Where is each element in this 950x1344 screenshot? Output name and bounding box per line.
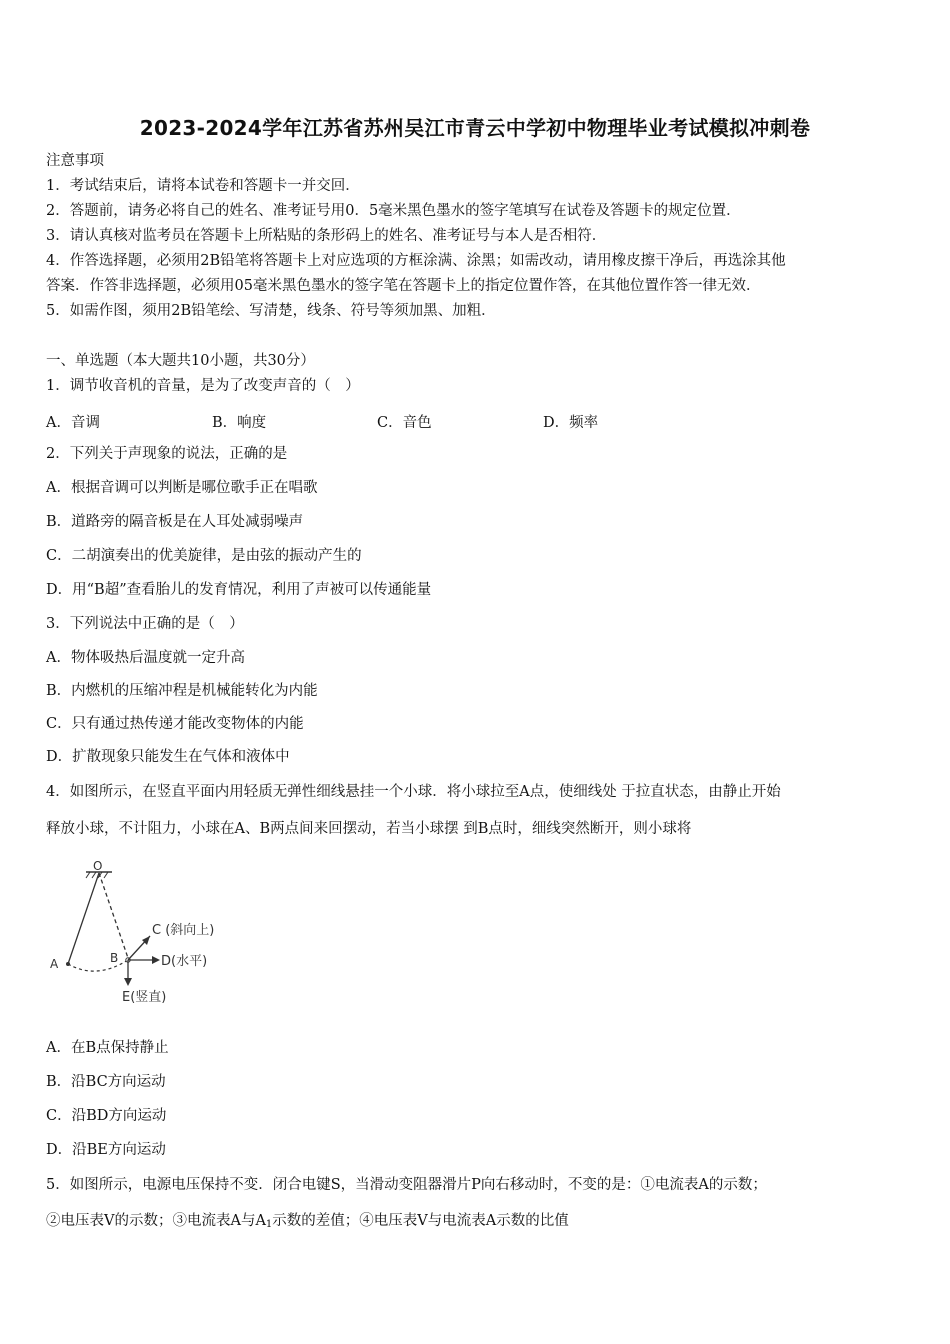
- swing-arc: [68, 960, 128, 971]
- question-stem: 5．如图所示，电源电压保持不变．闭合电键S，当滑动变阻器滑片P向右移动时，不变的是：①电流表A的示数；: [46, 1177, 767, 1193]
- notice-item: 答案．作答非选择题，必须用05毫米黑色墨水的签字笔在答题卡上的指定位置作答，在其他位置作答一律无效．: [46, 278, 761, 294]
- label-a: A: [50, 957, 59, 971]
- label-d: D(水平): [161, 954, 208, 969]
- question-stem: 3．下列说法中正确的是（ ）: [46, 616, 244, 632]
- q2-option-a[interactable]: A．根据音调可以判断是哪位歌手正在唱歌: [46, 480, 318, 496]
- q4-option-d[interactable]: D．沿BE方向运动: [46, 1142, 166, 1158]
- ceiling-hatch: [86, 872, 90, 878]
- question-stem: 释放小球，不计阻力，小球在A、B两点间来回摆动，若当小球摆 到B点时，细线突然断开，则小球将: [46, 821, 692, 837]
- notice-item: 3．请认真核对监考员在答题卡上所粘贴的条形码上的姓名、准考证号与本人是否相符．: [46, 228, 607, 244]
- q3-option-c[interactable]: C．只有通过热传递才能改变物体的内能: [46, 716, 304, 732]
- q1-option-d[interactable]: D．频率: [543, 415, 599, 431]
- string-to-a: [68, 873, 99, 964]
- question-stem: 2．下列关于声现象的说法，正确的是: [46, 446, 288, 462]
- ball-a: [66, 962, 70, 966]
- q3-option-d[interactable]: D．扩散现象只能发生在气体和液体中: [46, 749, 290, 765]
- q1-option-c[interactable]: C．音色: [377, 415, 432, 431]
- pendulum-figure: [46, 858, 246, 1008]
- q5-stem-part: ②电压表V的示数；③电流表A与A: [46, 1213, 266, 1229]
- question-stem: 1．调节收音机的音量，是为了改变声音的（ ）: [46, 378, 360, 394]
- label-e: E(竖直): [122, 990, 167, 1005]
- q1-option-b[interactable]: B．响度: [212, 415, 267, 431]
- question-stem-line2: [46, 1212, 569, 1234]
- ceiling-hatch: [104, 872, 108, 878]
- label-o: O: [93, 859, 103, 873]
- q4-option-b[interactable]: B．沿BC方向运动: [46, 1074, 166, 1090]
- notice-item: 5．如需作图，须用2B铅笔绘、写清楚，线条、符号等须加黑、加粗．: [46, 303, 496, 319]
- arrow-bd-head: [152, 956, 160, 964]
- q3-option-b[interactable]: B．内燃机的压缩冲程是机械能转化为内能: [46, 683, 318, 699]
- q2-option-c[interactable]: C．二胡演奏出的优美旋律，是由弦的振动产生的: [46, 548, 362, 564]
- q4-option-a[interactable]: A．在B点保持静止: [46, 1040, 169, 1056]
- notice-heading: 注意事项: [46, 153, 104, 169]
- q4-option-c[interactable]: C．沿BD方向运动: [46, 1108, 167, 1124]
- section-heading: 一、单选题（本大题共10小题，共30分）: [46, 353, 315, 369]
- q2-option-b[interactable]: B．道路旁的隔音板是在人耳处减弱噪声: [46, 514, 304, 530]
- label-b: B: [110, 951, 119, 965]
- q5-stem-part: 示数的差值；④电压表V与电流表A示数的比值: [272, 1213, 569, 1229]
- page-title: 2023-2024学年江苏省苏州吴江市青云中学初中物理毕业考试模拟冲刺卷: [139, 116, 811, 140]
- q5-stem-subscript: 1: [265, 1219, 273, 1230]
- question-stem: 4．如图所示，在竖直平面内用轻质无弹性细线悬挂一个小球．将小球拉至A点，使细线处 于拉直状态，由静止开始: [46, 784, 781, 800]
- q1-option-a[interactable]: A．音调: [46, 415, 100, 431]
- q2-option-d[interactable]: D．用“B超”查看胎儿的发育情况，利用了声被可以传通能量: [46, 582, 432, 598]
- label-c: C (斜向上): [152, 923, 215, 938]
- q3-option-a[interactable]: A．物体吸热后温度就一定升高: [46, 650, 245, 666]
- notice-item: 1．考试结束后，请将本试卷和答题卡一并交回．: [46, 178, 360, 194]
- string-to-b: [99, 873, 128, 958]
- arrow-be-head: [124, 978, 132, 986]
- notice-item: 4．作答选择题，必须用2B铅笔将答题卡上对应选项的方框涂满、涂黑；如需改动，请用橡皮擦干净后，再选涂其他: [46, 253, 786, 269]
- notice-item: 2．答题前，请务必将自己的姓名、准考证号用0．5毫米黑色墨水的签字笔填写在试卷及答题卡的规定位置．: [46, 203, 741, 219]
